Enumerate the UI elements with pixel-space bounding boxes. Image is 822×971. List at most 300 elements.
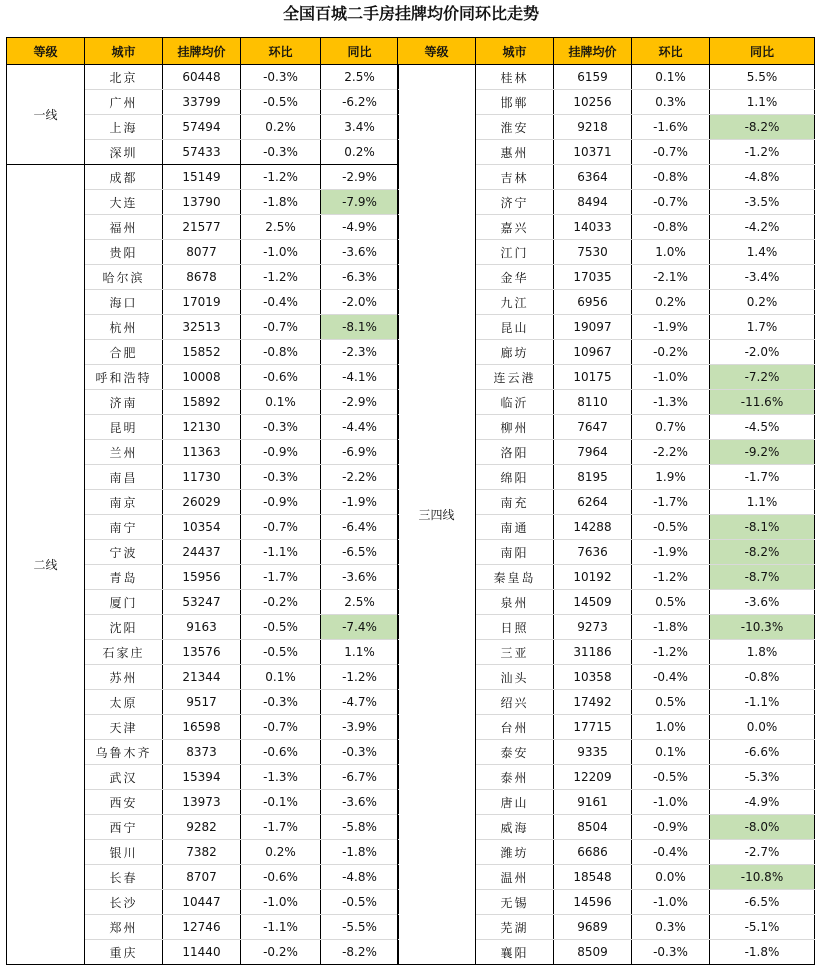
tier-cell: 一线 <box>7 65 85 165</box>
price-cell: 17019 <box>163 290 241 315</box>
price-cell: 13973 <box>163 790 241 815</box>
city-cell: 苏州 <box>85 665 163 690</box>
city-cell: 兰州 <box>85 440 163 465</box>
price-cell: 9335 <box>554 740 632 765</box>
yoy-cell: 2.5% <box>321 65 399 90</box>
yoy-cell: -11.6% <box>710 390 815 415</box>
yoy-cell: 0.0% <box>710 715 815 740</box>
city-cell: 深圳 <box>85 140 163 165</box>
price-cell: 14596 <box>554 890 632 915</box>
yoy-cell: -2.0% <box>321 290 399 315</box>
city-cell: 上海 <box>85 115 163 140</box>
mom-cell: -2.1% <box>632 265 710 290</box>
price-cell: 53247 <box>163 590 241 615</box>
city-cell: 泰州 <box>476 765 554 790</box>
city-cell: 嘉兴 <box>476 215 554 240</box>
price-cell: 6956 <box>554 290 632 315</box>
mom-cell: -1.2% <box>632 565 710 590</box>
city-cell: 唐山 <box>476 790 554 815</box>
yoy-cell: -4.7% <box>321 690 399 715</box>
yoy-cell: -6.3% <box>321 265 399 290</box>
mom-cell: -0.7% <box>241 315 321 340</box>
yoy-cell: 5.5% <box>710 65 815 90</box>
mom-cell: 0.2% <box>632 290 710 315</box>
yoy-cell: -7.9% <box>321 190 399 215</box>
city-cell: 芜湖 <box>476 915 554 940</box>
price-cell: 9517 <box>163 690 241 715</box>
city-cell: 哈尔滨 <box>85 265 163 290</box>
price-cell: 10358 <box>554 665 632 690</box>
header-tier: 等级 <box>7 38 85 65</box>
mom-cell: 0.3% <box>632 915 710 940</box>
price-cell: 15149 <box>163 165 241 190</box>
yoy-cell: 2.5% <box>321 590 399 615</box>
price-cell: 11363 <box>163 440 241 465</box>
yoy-cell: 1.7% <box>710 315 815 340</box>
price-cell: 7964 <box>554 440 632 465</box>
city-cell: 银川 <box>85 840 163 865</box>
mom-cell: -0.6% <box>241 740 321 765</box>
tier-cell: 二线 <box>7 165 85 965</box>
yoy-cell: 0.2% <box>321 140 399 165</box>
mom-cell: -1.0% <box>632 890 710 915</box>
price-cell: 19097 <box>554 315 632 340</box>
city-cell: 西安 <box>85 790 163 815</box>
yoy-cell: -8.2% <box>710 115 815 140</box>
mom-cell: -2.2% <box>632 440 710 465</box>
price-cell: 8077 <box>163 240 241 265</box>
price-cell: 14033 <box>554 215 632 240</box>
mom-cell: -1.7% <box>632 490 710 515</box>
price-cell: 14509 <box>554 590 632 615</box>
yoy-cell: -2.7% <box>710 840 815 865</box>
yoy-cell: -6.2% <box>321 90 399 115</box>
price-cell: 14288 <box>554 515 632 540</box>
city-cell: 呼和浩特 <box>85 365 163 390</box>
yoy-cell: -0.8% <box>710 665 815 690</box>
city-cell: 惠州 <box>476 140 554 165</box>
yoy-cell: -4.2% <box>710 215 815 240</box>
city-cell: 吉林 <box>476 165 554 190</box>
mom-cell: -1.2% <box>241 265 321 290</box>
yoy-cell: -10.3% <box>710 615 815 640</box>
yoy-cell: -1.2% <box>710 140 815 165</box>
yoy-cell: -3.5% <box>710 190 815 215</box>
yoy-cell: -3.6% <box>321 240 399 265</box>
price-cell: 8707 <box>163 865 241 890</box>
mom-cell: -0.9% <box>241 490 321 515</box>
yoy-cell: -6.6% <box>710 740 815 765</box>
city-cell: 乌鲁木齐 <box>85 740 163 765</box>
table-row <box>7 165 399 190</box>
city-cell: 昆明 <box>85 415 163 440</box>
city-cell: 威海 <box>476 815 554 840</box>
mom-cell: 1.0% <box>632 715 710 740</box>
price-cell: 7636 <box>554 540 632 565</box>
yoy-cell: 1.4% <box>710 240 815 265</box>
city-cell: 桂林 <box>476 65 554 90</box>
city-cell: 合肥 <box>85 340 163 365</box>
mom-cell: -0.3% <box>241 465 321 490</box>
city-cell: 昆山 <box>476 315 554 340</box>
yoy-cell: -8.2% <box>321 940 399 965</box>
mom-cell: -0.2% <box>241 940 321 965</box>
mom-cell: -0.8% <box>241 340 321 365</box>
mom-cell: -1.3% <box>632 390 710 415</box>
city-cell: 西宁 <box>85 815 163 840</box>
header-mom: 环比 <box>241 38 321 65</box>
mom-cell: -0.7% <box>241 515 321 540</box>
yoy-cell: -0.3% <box>321 740 399 765</box>
mom-cell: -0.5% <box>632 765 710 790</box>
mom-cell: -0.3% <box>241 140 321 165</box>
city-cell: 长春 <box>85 865 163 890</box>
yoy-cell: -6.5% <box>710 890 815 915</box>
price-cell: 6159 <box>554 65 632 90</box>
yoy-cell: -6.4% <box>321 515 399 540</box>
city-cell: 廊坊 <box>476 340 554 365</box>
city-cell: 杭州 <box>85 315 163 340</box>
mom-cell: -0.5% <box>241 90 321 115</box>
city-cell: 日照 <box>476 615 554 640</box>
price-cell: 11440 <box>163 940 241 965</box>
yoy-cell: -4.1% <box>321 365 399 390</box>
price-cell: 15892 <box>163 390 241 415</box>
yoy-cell: -4.9% <box>321 215 399 240</box>
price-cell: 57494 <box>163 115 241 140</box>
city-cell: 汕头 <box>476 665 554 690</box>
mom-cell: -1.0% <box>241 890 321 915</box>
city-cell: 邯郸 <box>476 90 554 115</box>
mom-cell: -0.7% <box>241 715 321 740</box>
price-cell: 12746 <box>163 915 241 940</box>
yoy-cell: -2.3% <box>321 340 399 365</box>
header-price: 挂牌均价 <box>163 38 241 65</box>
yoy-cell: -1.8% <box>710 940 815 965</box>
mom-cell: -1.2% <box>241 165 321 190</box>
city-cell: 武汉 <box>85 765 163 790</box>
yoy-cell: -4.8% <box>710 165 815 190</box>
mom-cell: -1.3% <box>241 765 321 790</box>
price-table-left <box>6 37 399 965</box>
price-cell: 15956 <box>163 565 241 590</box>
header-yoy: 同比 <box>321 38 399 65</box>
table-header-row <box>7 38 399 65</box>
mom-cell: -1.6% <box>632 115 710 140</box>
mom-cell: -1.2% <box>632 640 710 665</box>
price-cell: 10175 <box>554 365 632 390</box>
mom-cell: -0.4% <box>632 840 710 865</box>
mom-cell: -1.1% <box>241 915 321 940</box>
table-row <box>7 65 399 90</box>
price-cell: 6264 <box>554 490 632 515</box>
yoy-cell: -1.7% <box>710 465 815 490</box>
city-cell: 九江 <box>476 290 554 315</box>
price-cell: 17715 <box>554 715 632 740</box>
table-row <box>398 65 815 90</box>
city-cell: 泉州 <box>476 590 554 615</box>
price-cell: 7382 <box>163 840 241 865</box>
yoy-cell: -3.6% <box>321 565 399 590</box>
yoy-cell: -5.8% <box>321 815 399 840</box>
mom-cell: -1.1% <box>241 540 321 565</box>
price-cell: 24437 <box>163 540 241 565</box>
price-cell: 12130 <box>163 415 241 440</box>
header-yoy: 同比 <box>710 38 815 65</box>
mom-cell: -0.4% <box>632 665 710 690</box>
yoy-cell: -4.8% <box>321 865 399 890</box>
city-cell: 青岛 <box>85 565 163 590</box>
city-cell: 海口 <box>85 290 163 315</box>
header-mom: 环比 <box>632 38 710 65</box>
city-cell: 潍坊 <box>476 840 554 865</box>
price-cell: 9689 <box>554 915 632 940</box>
tier-cell: 三四线 <box>398 65 476 965</box>
mom-cell: -0.8% <box>632 165 710 190</box>
table-header-row <box>398 38 815 65</box>
city-cell: 济南 <box>85 390 163 415</box>
yoy-cell: -2.9% <box>321 390 399 415</box>
yoy-cell: -6.7% <box>321 765 399 790</box>
city-cell: 临沂 <box>476 390 554 415</box>
price-cell: 33799 <box>163 90 241 115</box>
yoy-cell: -3.4% <box>710 265 815 290</box>
yoy-cell: -5.5% <box>321 915 399 940</box>
price-cell: 12209 <box>554 765 632 790</box>
yoy-cell: -3.6% <box>710 590 815 615</box>
city-cell: 温州 <box>476 865 554 890</box>
mom-cell: -0.5% <box>632 515 710 540</box>
city-cell: 南阳 <box>476 540 554 565</box>
mom-cell: -1.7% <box>241 565 321 590</box>
mom-cell: -0.3% <box>632 940 710 965</box>
mom-cell: -0.2% <box>241 590 321 615</box>
yoy-cell: -2.0% <box>710 340 815 365</box>
city-cell: 南宁 <box>85 515 163 540</box>
price-cell: 26029 <box>163 490 241 515</box>
price-cell: 9282 <box>163 815 241 840</box>
price-cell: 10967 <box>554 340 632 365</box>
price-cell: 21577 <box>163 215 241 240</box>
mom-cell: -1.0% <box>632 365 710 390</box>
mom-cell: -1.9% <box>632 315 710 340</box>
price-cell: 15394 <box>163 765 241 790</box>
city-cell: 重庆 <box>85 940 163 965</box>
price-cell: 15852 <box>163 340 241 365</box>
price-cell: 17035 <box>554 265 632 290</box>
mom-cell: -0.2% <box>632 340 710 365</box>
price-cell: 10371 <box>554 140 632 165</box>
city-cell: 成都 <box>85 165 163 190</box>
price-cell: 32513 <box>163 315 241 340</box>
mom-cell: -0.1% <box>241 790 321 815</box>
price-cell: 13576 <box>163 640 241 665</box>
header-city: 城市 <box>476 38 554 65</box>
price-cell: 7530 <box>554 240 632 265</box>
mom-cell: -0.6% <box>241 865 321 890</box>
mom-cell: -0.5% <box>241 640 321 665</box>
mom-cell: -0.8% <box>632 215 710 240</box>
yoy-cell: -7.2% <box>710 365 815 390</box>
mom-cell: -0.3% <box>241 690 321 715</box>
city-cell: 洛阳 <box>476 440 554 465</box>
price-cell: 8504 <box>554 815 632 840</box>
mom-cell: 0.5% <box>632 690 710 715</box>
city-cell: 三亚 <box>476 640 554 665</box>
yoy-cell: -8.7% <box>710 565 815 590</box>
price-cell: 8678 <box>163 265 241 290</box>
price-cell: 31186 <box>554 640 632 665</box>
city-cell: 沈阳 <box>85 615 163 640</box>
yoy-cell: -6.9% <box>321 440 399 465</box>
city-cell: 绵阳 <box>476 465 554 490</box>
mom-cell: 2.5% <box>241 215 321 240</box>
city-cell: 连云港 <box>476 365 554 390</box>
price-cell: 60448 <box>163 65 241 90</box>
city-cell: 贵阳 <box>85 240 163 265</box>
city-cell: 太原 <box>85 690 163 715</box>
yoy-cell: -8.0% <box>710 815 815 840</box>
price-cell: 8373 <box>163 740 241 765</box>
price-cell: 9163 <box>163 615 241 640</box>
city-cell: 福州 <box>85 215 163 240</box>
city-cell: 柳州 <box>476 415 554 440</box>
city-cell: 广州 <box>85 90 163 115</box>
price-cell: 10447 <box>163 890 241 915</box>
yoy-cell: -1.2% <box>321 665 399 690</box>
header-city: 城市 <box>85 38 163 65</box>
mom-cell: 0.0% <box>632 865 710 890</box>
yoy-cell: 1.8% <box>710 640 815 665</box>
city-cell: 台州 <box>476 715 554 740</box>
mom-cell: -1.8% <box>632 615 710 640</box>
price-cell: 10192 <box>554 565 632 590</box>
mom-cell: 0.7% <box>632 415 710 440</box>
price-cell: 16598 <box>163 715 241 740</box>
mom-cell: -1.8% <box>241 190 321 215</box>
yoy-cell: -9.2% <box>710 440 815 465</box>
mom-cell: -1.0% <box>632 790 710 815</box>
price-cell: 17492 <box>554 690 632 715</box>
header-tier: 等级 <box>398 38 476 65</box>
city-cell: 南昌 <box>85 465 163 490</box>
city-cell: 绍兴 <box>476 690 554 715</box>
city-cell: 大连 <box>85 190 163 215</box>
city-cell: 南通 <box>476 515 554 540</box>
price-cell: 11730 <box>163 465 241 490</box>
yoy-cell: -1.8% <box>321 840 399 865</box>
mom-cell: 0.3% <box>632 90 710 115</box>
mom-cell: 0.1% <box>632 740 710 765</box>
mom-cell: -0.7% <box>632 190 710 215</box>
yoy-cell: 1.1% <box>321 640 399 665</box>
mom-cell: 0.2% <box>241 840 321 865</box>
city-cell: 厦门 <box>85 590 163 615</box>
mom-cell: -0.6% <box>241 365 321 390</box>
mom-cell: 1.0% <box>632 240 710 265</box>
mom-cell: -1.9% <box>632 540 710 565</box>
mom-cell: -1.0% <box>241 240 321 265</box>
yoy-cell: 1.1% <box>710 490 815 515</box>
mom-cell: -0.3% <box>241 415 321 440</box>
yoy-cell: -5.3% <box>710 765 815 790</box>
city-cell: 南充 <box>476 490 554 515</box>
mom-cell: 0.1% <box>241 665 321 690</box>
mom-cell: -1.7% <box>241 815 321 840</box>
yoy-cell: -1.1% <box>710 690 815 715</box>
price-cell: 9273 <box>554 615 632 640</box>
mom-cell: 1.9% <box>632 465 710 490</box>
yoy-cell: -2.9% <box>321 165 399 190</box>
yoy-cell: -5.1% <box>710 915 815 940</box>
price-cell: 8195 <box>554 465 632 490</box>
yoy-cell: -3.9% <box>321 715 399 740</box>
mom-cell: -0.9% <box>632 815 710 840</box>
yoy-cell: -2.2% <box>321 465 399 490</box>
yoy-cell: -8.1% <box>710 515 815 540</box>
city-cell: 秦皇岛 <box>476 565 554 590</box>
mom-cell: -0.9% <box>241 440 321 465</box>
yoy-cell: -3.6% <box>321 790 399 815</box>
price-cell: 8110 <box>554 390 632 415</box>
city-cell: 金华 <box>476 265 554 290</box>
city-cell: 天津 <box>85 715 163 740</box>
city-cell: 襄阳 <box>476 940 554 965</box>
yoy-cell: -1.9% <box>321 490 399 515</box>
page-title: 全国百城二手房挂牌均价同环比走势 <box>282 4 539 23</box>
city-cell: 淮安 <box>476 115 554 140</box>
city-cell: 长沙 <box>85 890 163 915</box>
city-cell: 济宁 <box>476 190 554 215</box>
mom-cell: 0.1% <box>632 65 710 90</box>
yoy-cell: 3.4% <box>321 115 399 140</box>
mom-cell: -0.5% <box>241 615 321 640</box>
mom-cell: -0.7% <box>632 140 710 165</box>
yoy-cell: 0.2% <box>710 290 815 315</box>
yoy-cell: 1.1% <box>710 90 815 115</box>
price-cell: 21344 <box>163 665 241 690</box>
price-cell: 10008 <box>163 365 241 390</box>
yoy-cell: -4.4% <box>321 415 399 440</box>
yoy-cell: -8.2% <box>710 540 815 565</box>
yoy-cell: -4.9% <box>710 790 815 815</box>
city-cell: 北京 <box>85 65 163 90</box>
city-cell: 石家庄 <box>85 640 163 665</box>
price-cell: 9218 <box>554 115 632 140</box>
city-cell: 宁波 <box>85 540 163 565</box>
price-table-right <box>397 37 815 965</box>
city-cell: 泰安 <box>476 740 554 765</box>
yoy-cell: -0.5% <box>321 890 399 915</box>
price-cell: 18548 <box>554 865 632 890</box>
price-cell: 8494 <box>554 190 632 215</box>
price-cell: 6686 <box>554 840 632 865</box>
price-cell: 7647 <box>554 415 632 440</box>
yoy-cell: -6.5% <box>321 540 399 565</box>
mom-cell: -0.4% <box>241 290 321 315</box>
price-cell: 10354 <box>163 515 241 540</box>
price-cell: 13790 <box>163 190 241 215</box>
city-cell: 南京 <box>85 490 163 515</box>
price-cell: 57433 <box>163 140 241 165</box>
mom-cell: 0.5% <box>632 590 710 615</box>
price-cell: 6364 <box>554 165 632 190</box>
yoy-cell: -4.5% <box>710 415 815 440</box>
city-cell: 郑州 <box>85 915 163 940</box>
price-cell: 8509 <box>554 940 632 965</box>
yoy-cell: -7.4% <box>321 615 399 640</box>
yoy-cell: -8.1% <box>321 315 399 340</box>
